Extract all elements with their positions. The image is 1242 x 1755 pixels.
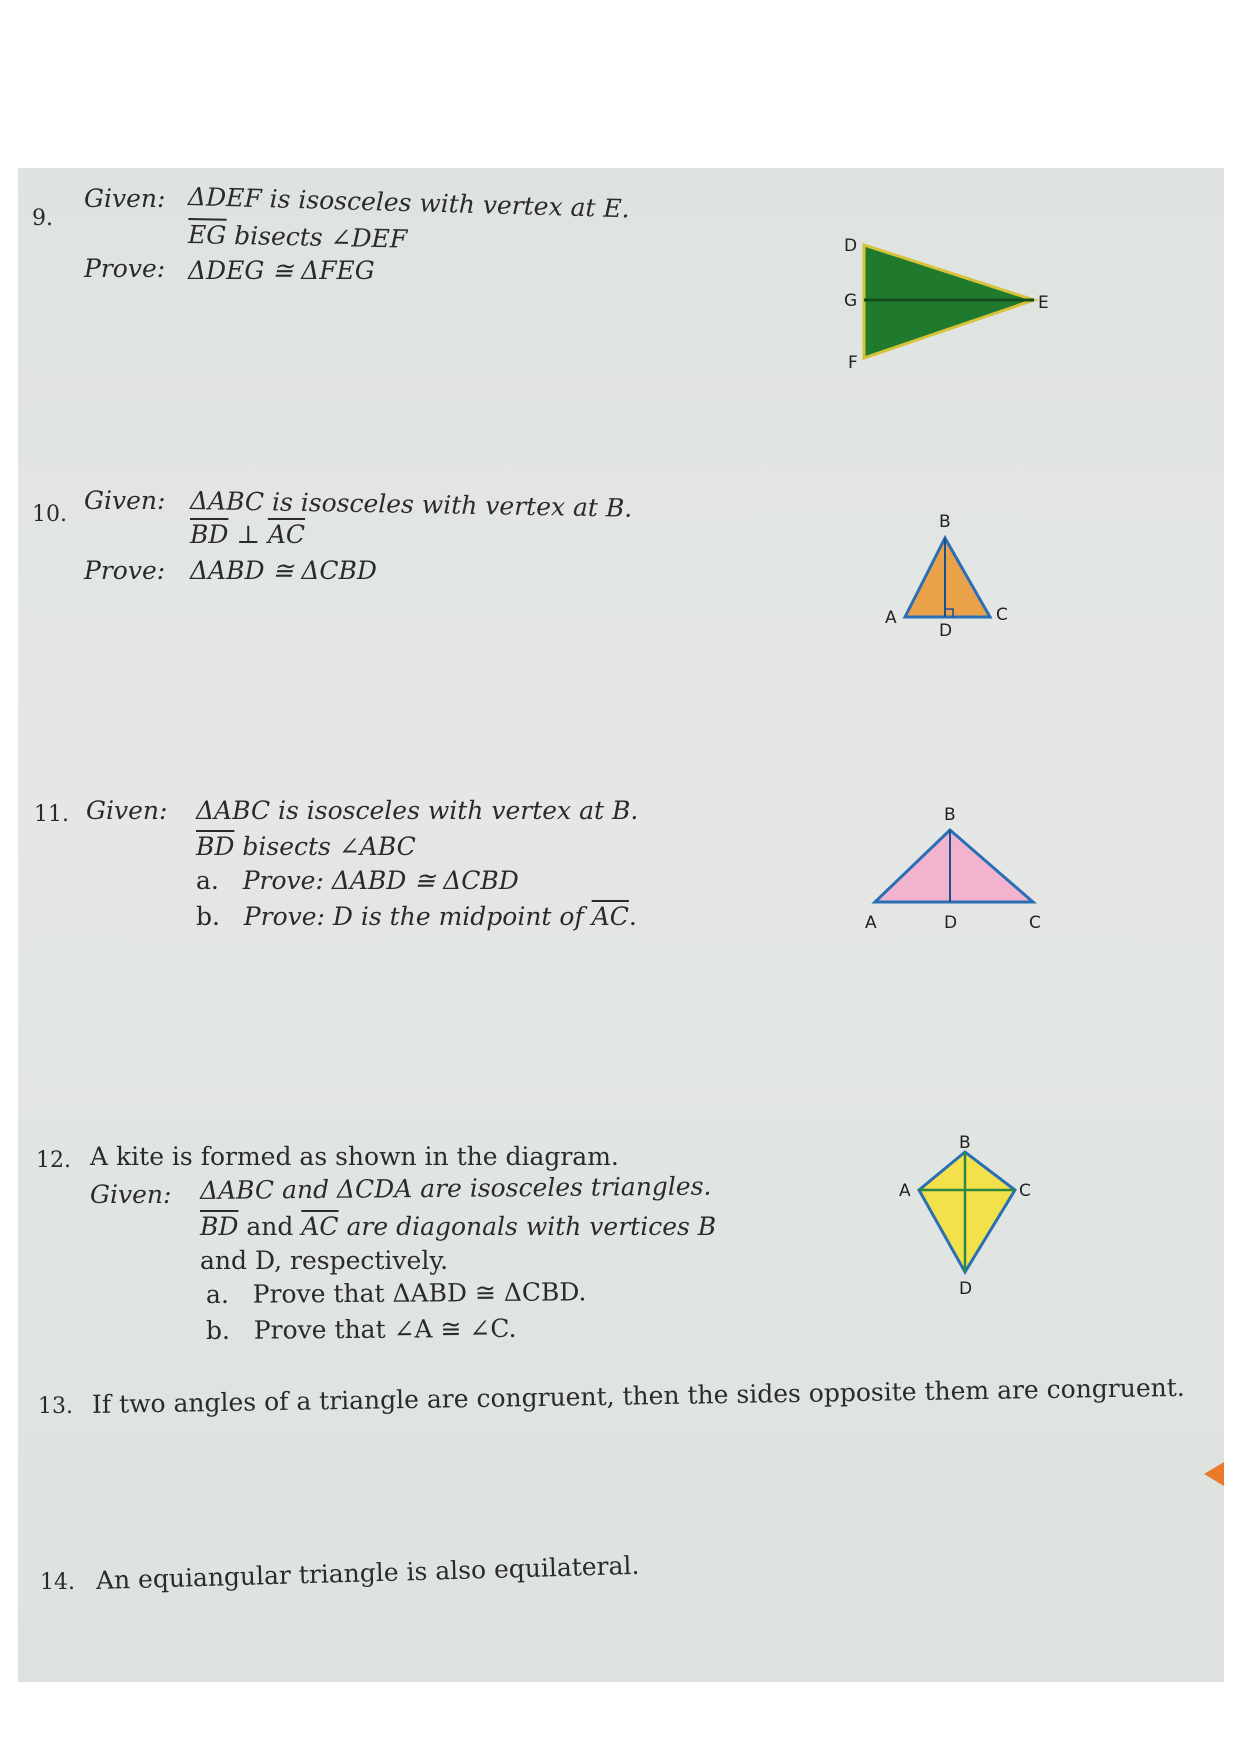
vertex-label: B [939, 512, 951, 532]
prove-label: Prove: [84, 254, 166, 283]
problem-number: 10. [32, 502, 67, 527]
part-letter: b. [196, 902, 220, 931]
segment-label: $\overline{BD}$ [200, 1212, 239, 1241]
vertex-label: D [844, 236, 858, 256]
vertex-label: A [865, 913, 877, 933]
perpendicular-symbol: ⊥ [236, 520, 260, 549]
vertex-label: C [996, 605, 1008, 625]
given-line-2 [188, 220, 408, 255]
problem-number: 12. [36, 1148, 71, 1173]
vertex-label: B [944, 805, 956, 825]
part-a [206, 1277, 587, 1310]
segment-label: $\overline{EG}$ [187, 220, 227, 250]
triangle-abc [875, 830, 1033, 902]
part-letter: a. [196, 866, 219, 895]
given-line: bisects ∠DEF [233, 220, 408, 254]
given-line: ΔABC is isosceles with vertex at B. [189, 486, 633, 523]
page-tab-marker [1204, 1462, 1224, 1486]
segment-label: $\overline{AC}$ [267, 520, 306, 549]
conjunction: and [246, 1212, 294, 1241]
problem-number: 14. [40, 1570, 75, 1595]
part-letter: b. [205, 1315, 231, 1345]
given-line: ΔABC and ΔCDA are isosceles triangles. [199, 1171, 712, 1205]
part-end: . [628, 902, 637, 931]
given-line: are diagonals with vertices B [346, 1212, 717, 1241]
triangle-abc-figure-2 [855, 800, 1055, 940]
vertex-label: C [1019, 1181, 1031, 1201]
vertex-label: G [844, 291, 858, 311]
vertex-label: E [1038, 293, 1049, 313]
kite-figure [895, 1130, 1045, 1300]
prove-statement: ΔABD ≅ ΔCBD [190, 556, 377, 585]
vertex-label: C [1029, 913, 1041, 933]
vertex-label: A [899, 1181, 911, 1201]
given-label: Given: [86, 796, 168, 825]
part-text: Prove that ∠A ≅ ∠C. [253, 1313, 517, 1345]
segment-label: $\overline{BD}$ [196, 832, 235, 861]
problem-intro: A kite is formed as shown in the diagram. [90, 1142, 619, 1171]
vertex-label: A [885, 608, 897, 628]
prove-label: Prove: [243, 902, 325, 931]
given-line-2 [200, 1212, 716, 1242]
part-text: ΔABD ≅ ΔCBD [331, 866, 519, 895]
problem-number: 9. [32, 206, 53, 231]
vertex-label: D [939, 621, 953, 640]
triangle-abc-figure [880, 510, 1030, 640]
part-b [196, 902, 637, 932]
given-line: ΔDEF is isosceles with vertex at E. [187, 182, 631, 224]
given-line-perpendicular [190, 520, 305, 550]
part-text: D is the midpoint of [332, 902, 584, 931]
part-text: Prove that ΔABD ≅ ΔCBD. [252, 1277, 587, 1309]
problem-number: 13. [38, 1394, 73, 1419]
given-line-2 [196, 832, 416, 862]
problem-statement: An equiangular triangle is also equilateral. [95, 1550, 640, 1595]
triangle-abc [905, 538, 990, 617]
kite-abcd [919, 1152, 1015, 1272]
vertex-label: F [848, 353, 858, 373]
part-b [206, 1314, 517, 1346]
problem-statement: If two angles of a triangle are congruent, then the sides opposite them are congruent. [91, 1372, 1185, 1419]
given-label: Given: [84, 184, 166, 213]
vertex-label: B [959, 1133, 971, 1153]
segment-label: $\overline{AC}$ [301, 1212, 339, 1241]
given-label: Given: [84, 486, 166, 515]
given-line: ΔABC is isosceles with vertex at B. [196, 796, 639, 825]
vertex-label: D [944, 913, 958, 933]
segment-label: $\overline{AC}$ [591, 902, 629, 931]
given-line: bisects ∠ABC [242, 832, 416, 861]
problem-number: 11. [34, 802, 69, 827]
triangle-def-figure [830, 230, 1060, 380]
given-line: and D, respectively. [200, 1246, 449, 1275]
part-letter: a. [205, 1279, 229, 1309]
given-label: Given: [90, 1180, 172, 1209]
prove-statement: ΔDEG ≅ ΔFEG [188, 256, 375, 285]
part-a [196, 866, 519, 896]
prove-label: Prove: [242, 866, 324, 895]
prove-label: Prove: [84, 556, 166, 585]
vertex-label: D [959, 1279, 973, 1299]
segment-label: $\overline{BD}$ [190, 520, 229, 549]
